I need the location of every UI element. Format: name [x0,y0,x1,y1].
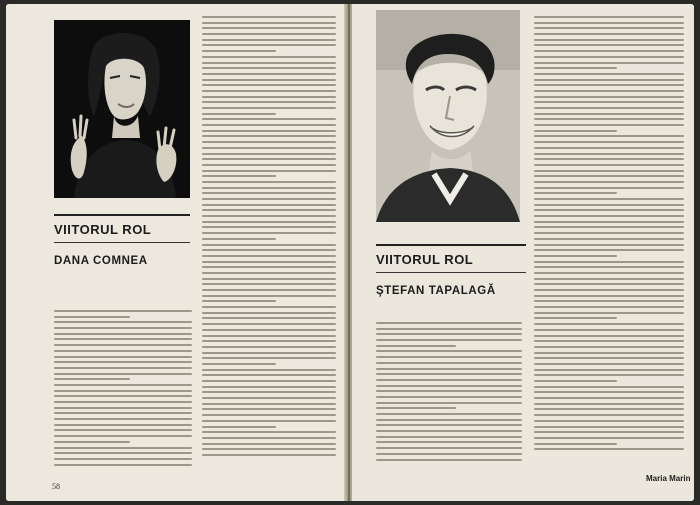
text-line [202,454,336,456]
text-line [202,289,336,291]
text-line [534,448,684,450]
text-line [202,272,336,274]
text-line [376,441,522,443]
text-line [534,300,684,302]
text-line [202,62,336,64]
text-line [202,67,336,69]
text-line [534,386,684,388]
text-line [54,452,192,454]
text-line [202,84,336,86]
text-line [534,101,684,103]
text-line [54,356,192,358]
text-line [54,435,192,437]
text-line [376,390,522,392]
text-line [534,391,684,393]
left-page [6,4,346,501]
text-line [202,414,336,416]
text-line [534,27,684,29]
text-line [534,283,684,285]
text-line [376,459,522,461]
text-line [202,107,336,109]
text-line [202,295,336,297]
text-line [202,312,336,314]
text-line [376,430,522,432]
text-line [534,329,684,331]
text-line [202,232,336,234]
text-line [534,346,684,348]
text-line [534,266,684,268]
article-column-right-main [534,16,684,454]
text-line [534,278,684,280]
text-line [534,352,684,354]
text-line [534,124,684,126]
text-line [534,16,684,18]
text-line [54,458,192,460]
text-line [534,90,684,92]
text-line [376,373,522,375]
text-line [202,363,276,365]
text-line [534,192,617,194]
text-line [376,396,522,398]
text-line [534,118,684,120]
text-line [534,107,684,109]
text-line [202,50,276,52]
text-line [534,261,684,263]
text-line [534,187,684,189]
text-line [54,441,130,443]
heading-rule [376,244,526,246]
text-line [534,221,684,223]
text-line [202,79,336,81]
text-line [54,338,192,340]
text-line [202,198,336,200]
text-line [534,232,684,234]
text-line [54,373,192,375]
text-line [534,158,684,160]
text-line [202,397,336,399]
text-line [54,344,192,346]
text-line [202,408,336,410]
text-line [202,386,336,388]
text-line [54,418,192,420]
text-line [534,238,684,240]
text-line [376,339,522,341]
text-line [202,175,276,177]
text-line [202,27,336,29]
text-line [534,204,684,206]
text-line [534,335,684,337]
text-line [376,345,456,347]
text-line [54,384,192,386]
text-line [202,249,336,251]
text-line [376,385,522,387]
portrait-image [376,10,520,222]
text-line [54,464,192,466]
text-line [202,192,336,194]
text-line [534,135,684,137]
text-line [54,407,192,409]
text-line [202,420,336,422]
text-line [202,352,336,354]
text-line [202,261,336,263]
text-line [54,321,192,323]
text-line [534,198,684,200]
text-line [534,175,684,177]
text-line [534,272,684,274]
text-line [202,380,336,382]
text-line [534,295,684,297]
text-line [376,350,522,352]
text-line [534,181,684,183]
text-line [534,44,684,46]
text-line [534,113,684,115]
text-line [534,244,684,246]
text-line [202,323,336,325]
text-line [376,453,522,455]
text-line [534,317,617,319]
article-column-right-bottom [376,322,522,464]
text-line [534,96,684,98]
text-line [376,356,522,358]
text-line [202,135,336,137]
text-line [202,443,336,445]
text-line [202,113,276,115]
text-line [534,408,684,410]
role-heading: VIITORUL ROL [376,252,474,267]
text-line [534,414,684,416]
text-line [202,278,336,280]
text-line [534,306,684,308]
text-line [202,130,336,132]
text-line [202,33,336,35]
text-line [534,226,684,228]
text-line [202,147,336,149]
text-line [202,255,336,257]
text-line [202,73,336,75]
text-line [54,424,192,426]
text-line [534,33,684,35]
article-column-left-main [202,16,336,460]
text-line [202,391,336,393]
text-line [202,357,336,359]
text-line [54,310,192,312]
text-line [534,249,684,251]
text-line [534,363,684,365]
text-line [54,333,192,335]
text-line [202,181,336,183]
text-line [202,369,336,371]
text-line [202,340,336,342]
text-line [534,130,617,132]
text-line [202,306,336,308]
text-line [376,436,522,438]
heading-rule [54,214,190,216]
text-line [202,437,336,439]
text-line [202,170,336,172]
text-line [54,429,192,431]
text-line [202,226,336,228]
text-line [202,56,336,58]
text-line [376,368,522,370]
text-line [202,118,336,120]
text-line [54,367,192,369]
text-line [202,164,336,166]
text-line [376,402,522,404]
text-line [202,221,336,223]
portrait-image [54,20,190,198]
text-line [534,443,617,445]
text-line [202,238,276,240]
text-line [54,316,130,318]
text-line [534,255,617,257]
text-line [534,153,684,155]
text-line [54,401,192,403]
right-page [352,4,694,501]
role-heading: VIITORUL ROL [54,222,152,237]
text-line [534,79,684,81]
text-line [202,39,336,41]
text-line [376,424,522,426]
text-line [534,323,684,325]
text-line [202,283,336,285]
text-line [534,420,684,422]
text-line [534,397,684,399]
text-line [202,101,336,103]
text-line [202,44,336,46]
text-line [534,380,617,382]
text-line [376,379,522,381]
text-line [534,340,684,342]
text-line [202,90,336,92]
text-line [202,426,276,428]
text-line [534,369,684,371]
text-line [376,328,522,330]
text-line [202,329,336,331]
text-line [534,62,684,64]
text-line [202,187,336,189]
text-line [202,96,336,98]
text-line [376,419,522,421]
text-line [534,39,684,41]
text-line [376,407,456,409]
text-line [376,413,522,415]
text-line [202,16,336,18]
text-line [202,209,336,211]
text-line [534,312,684,314]
heading-divider [376,272,526,273]
text-line [534,357,684,359]
text-line [202,244,336,246]
text-line [202,448,336,450]
text-line [534,437,684,439]
text-line [202,22,336,24]
text-line [534,426,684,428]
text-line [534,215,684,217]
text-line [202,374,336,376]
text-line [54,378,130,380]
text-line [534,147,684,149]
text-line [202,431,336,433]
portrait-photo-stefan-tapalaga [376,10,520,222]
text-line [534,289,684,291]
text-line [202,124,336,126]
text-line [202,266,336,268]
actor-name: DANA COMNEA [54,255,148,267]
magazine-spread [6,4,694,501]
text-line [54,350,192,352]
text-line [202,335,336,337]
text-line [202,141,336,143]
text-line [54,327,192,329]
text-line [534,403,684,405]
text-line [54,395,192,397]
text-line [202,153,336,155]
text-line [376,447,522,449]
text-line [54,390,192,392]
text-line [534,50,684,52]
text-line [534,164,684,166]
text-line [202,346,336,348]
text-line [534,209,684,211]
text-line [202,215,336,217]
page-number: 58 [52,482,60,491]
text-line [202,300,276,302]
text-line [534,84,684,86]
text-line [202,317,336,319]
heading-divider [54,242,190,243]
title-block-left [54,214,190,267]
text-line [534,141,684,143]
text-line [534,67,617,69]
text-line [534,56,684,58]
actor-name: ŞTEFAN TAPALAGĂ [376,285,496,297]
text-line [534,22,684,24]
text-line [202,403,336,405]
text-line [534,431,684,433]
text-line [54,412,192,414]
text-line [534,170,684,172]
text-line [54,447,192,449]
text-line [376,322,522,324]
author-signature: Maria Marin [646,474,691,483]
text-line [376,333,522,335]
text-line [376,362,522,364]
article-column-left-bottom [54,310,192,469]
text-line [202,204,336,206]
text-line [534,374,684,376]
text-line [534,73,684,75]
text-line [54,361,192,363]
title-block-right [376,244,526,297]
portrait-photo-dana-comnea [54,20,190,198]
text-line [202,158,336,160]
